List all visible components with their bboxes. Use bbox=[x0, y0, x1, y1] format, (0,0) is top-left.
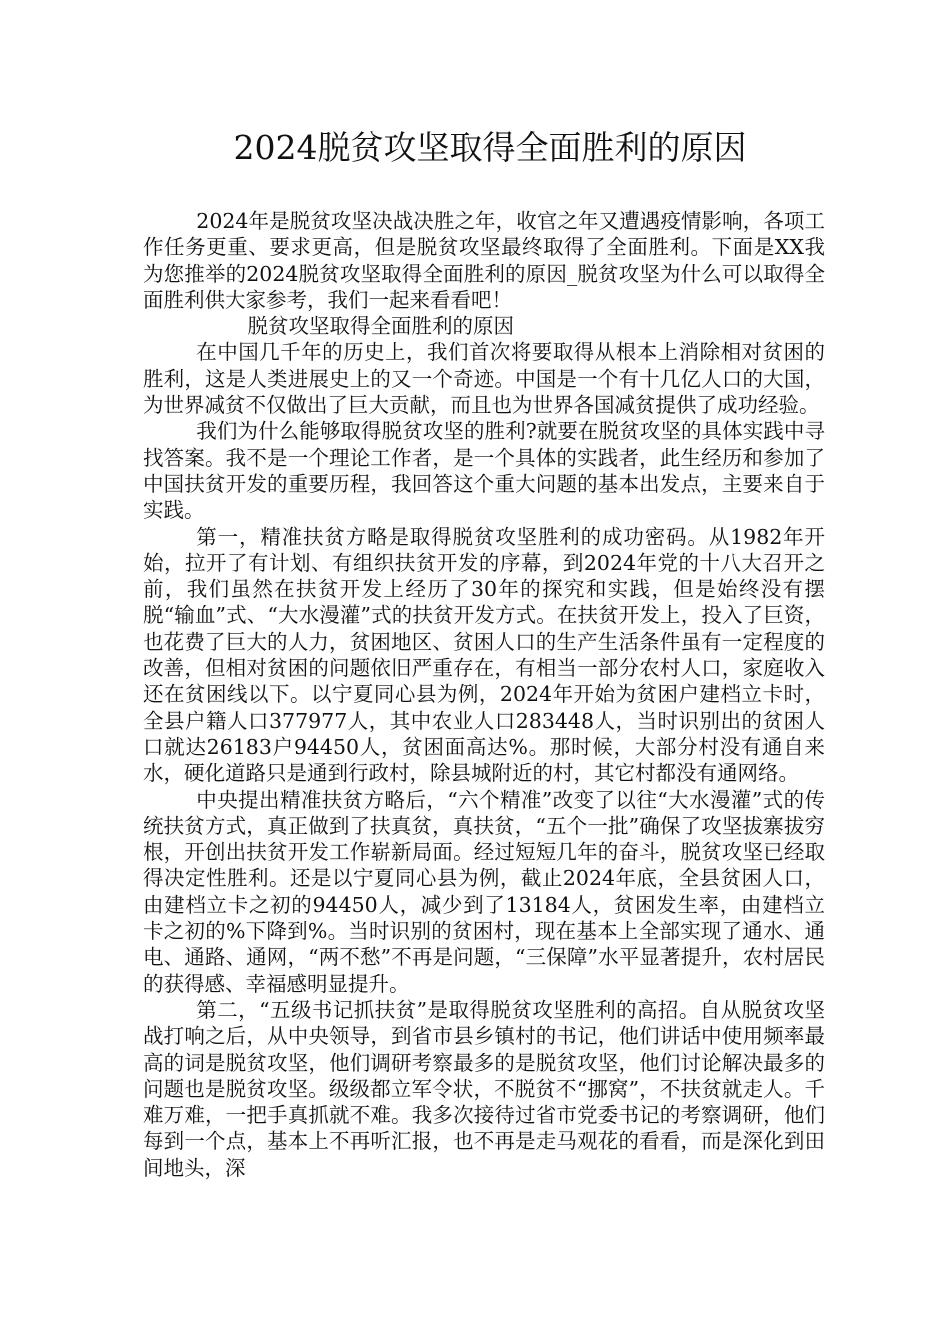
body-paragraph-4: 中央提出精准扶贫方略后，“六个精准”改变了以往“大水漫灌”式的传统扶贫方式，真正做到了扶真贫，真扶贫，“五个一批”确保了攻坚拔寨拔穷根，开创出扶贫开发工作崭新局面。经过短短几年的奋斗，脱贫攻坚已经取得决定性胜利。还是以宁夏同心县为例，截止2024年底，全县贫困人口，由建档立卡之初的94450人，减少到了13184人，贫困发生率，由建档立卡之初的%下降到%。当时识别的贫困村，现在基本上全部实现了通水、通电、通路、通网，“两不愁”不再是问题，“三保障”水平显著提升，农村居民的获得感、幸福感明显提升。 bbox=[143, 787, 825, 996]
body-paragraph-2: 我们为什么能够取得脱贫攻坚的胜利?就要在脱贫攻坚的具体实践中寻找答案。我不是一个理论工作者，是一个具体的实践者，此生经历和参加了中国扶贫开发的重要历程，我回答这个重大问题的基本出发点，主要来自于实践。 bbox=[143, 419, 825, 523]
document-page bbox=[143, 122, 825, 1181]
intro-paragraph: 2024年是脱贫攻坚决战决胜之年，收官之年又遭遇疫情影响，各项工作任务更重、要求更高，但是脱贫攻坚最终取得了全面胜利。下面是XX我为您推举的2024脱贫攻坚取得全面胜利的原因_脱贫攻坚为什么可以取得全面胜利供大家参考，我们一起来看看吧！ bbox=[143, 209, 825, 312]
body-paragraph-1: 在中国几千年的历史上，我们首次将要取得从根本上消除相对贫困的胜利，这是人类进展史上的又一个奇迹。中国是一个有十几亿人口的大国，为世界减贫不仅做出了巨大贡献，而且也为世界各国减贫提供了成功经验。 bbox=[143, 340, 825, 418]
body-paragraph-5: 第二，“五级书记抓扶贫”是取得脱贫攻坚胜利的高招。自从脱贫攻坚战打响之后，从中央领导，到省市县乡镇村的书记，他们讲话中使用频率最高的词是脱贫攻坚，他们调研考察最多的是脱贫攻坚，他们讨论解决最多的问题也是脱贫攻坚。级级都立军令状，不脱贫不“挪窝”，不扶贫就走人。千难万难，一把手真抓就不难。我多次接待过省市党委书记的考察调研，他们每到一个点，基本上不再听汇报，也不再是走马观花的看看，而是深化到田间地头，深 bbox=[143, 997, 825, 1180]
document-title: 2024脱贫攻坚取得全面胜利的原因 bbox=[233, 128, 747, 167]
section-subheading: 脱贫攻坚取得全面胜利的原因 bbox=[247, 314, 515, 339]
body-paragraph-3: 第一，精准扶贫方略是取得脱贫攻坚胜利的成功密码。从1982年开始，拉开了有计划、有组织扶贫开发的序幕，到2024年党的十八大召开之前，我们虽然在扶贫开发上经历了30年的探究和实践，但是始终没有摆脱“输血”式、“大水漫灌”式的扶贫开发方式。在扶贫开发上，投入了巨资，也花费了巨大的人力，贫困地区、贫困人口的生产生活条件虽有一定程度的改善，但相对贫困的问题依旧严重存在，有相当一部分农村人口，家庭收入还在贫困线以下。以宁夏同心县为例，2024年开始为贫困户建档立卡时，全县户籍人口377977人，其中农业人口283448人，当时识别出的贫困人口就达26183户94450人，贫困面高达%。那时候，大部分村没有通自来水，硬化道路只是通到行政村，除县城附近的村，其它村都没有通网络。 bbox=[143, 524, 825, 786]
